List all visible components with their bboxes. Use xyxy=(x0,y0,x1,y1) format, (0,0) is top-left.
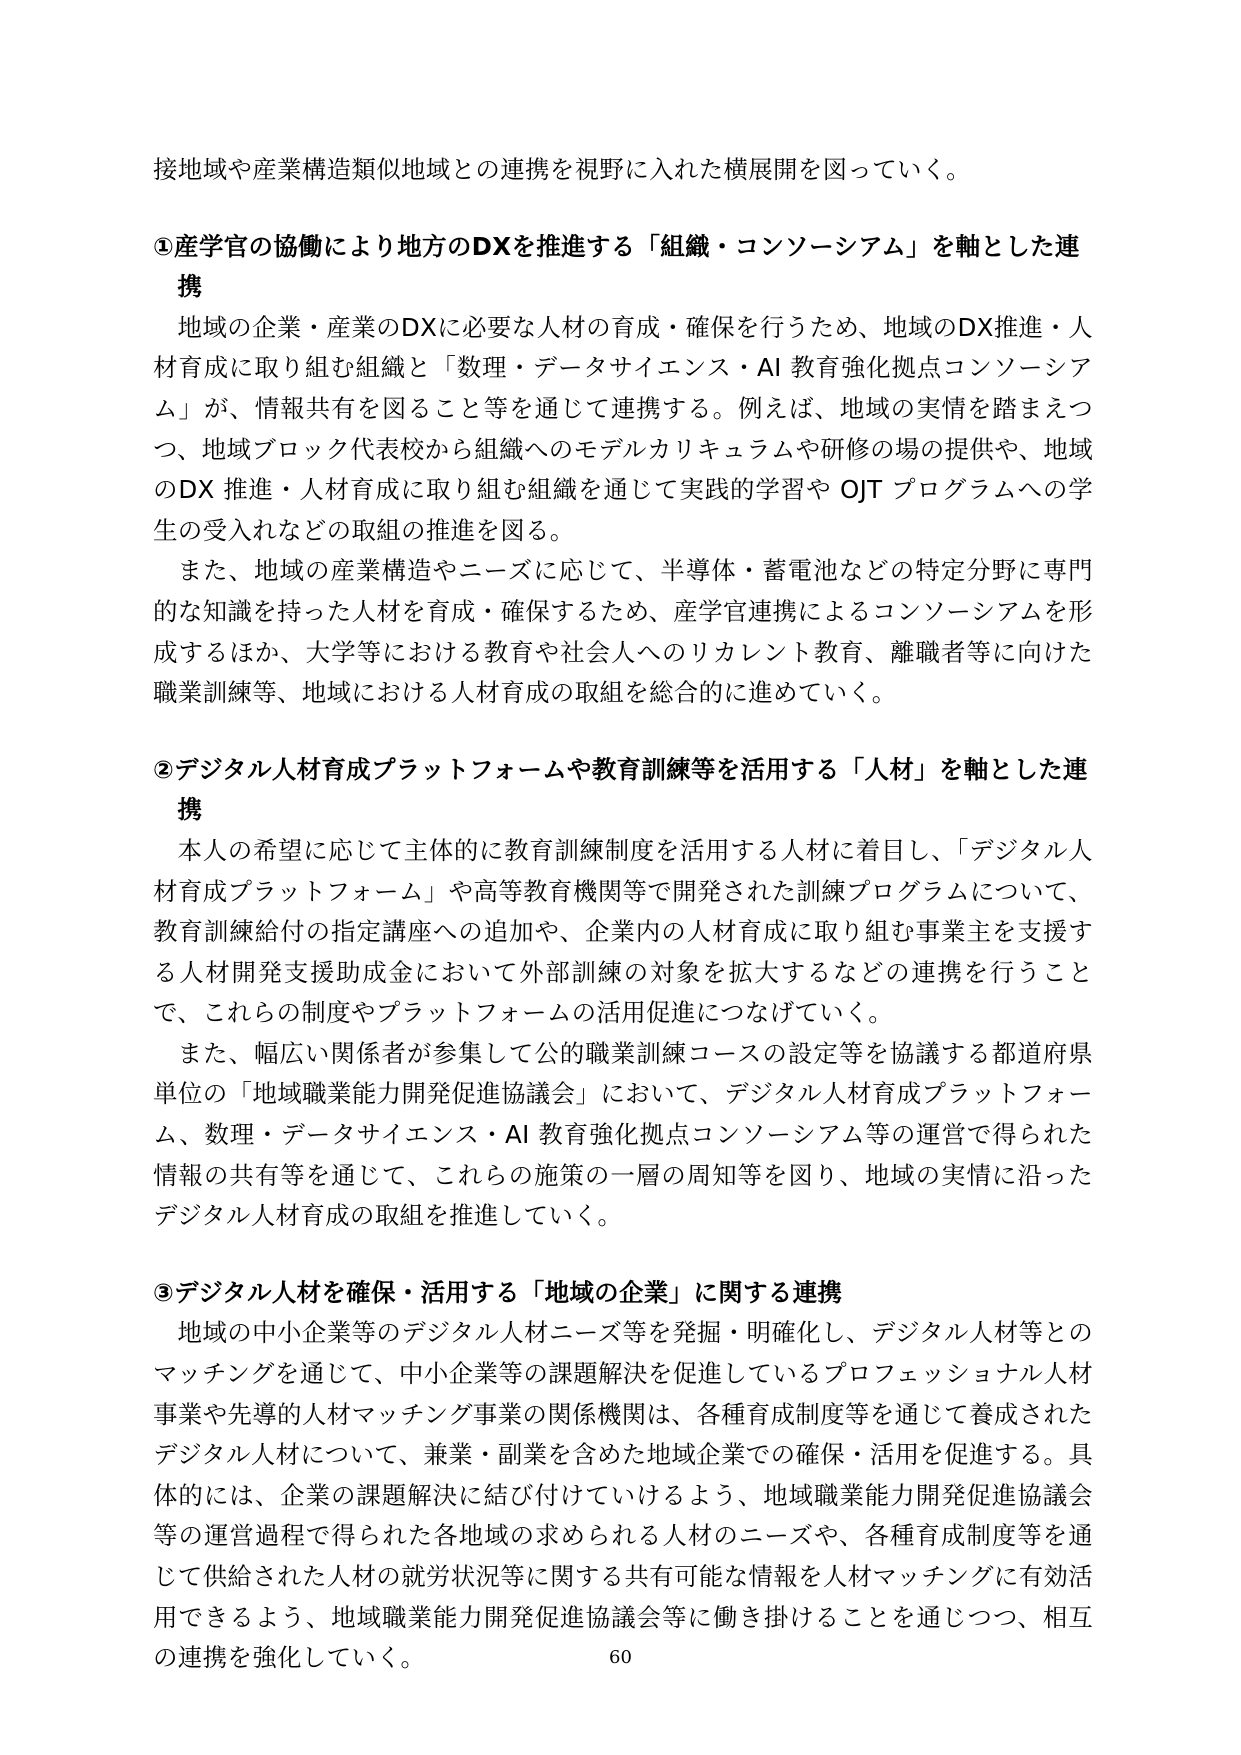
page-number: 60 xyxy=(609,1647,632,1668)
section-heading: ②デジタル人材育成プラットフォームや教育訓練等を活用する「人材」を軸とした連携 xyxy=(153,754,1088,825)
section-heading: ①産学官の協働により地方のDXを推進する「組織・コンソーシアム」を軸とした連携 xyxy=(153,231,1080,302)
section-regional-companies xyxy=(153,1273,1093,1679)
section-paragraph: 地域の中小企業等のデジタル人材ニーズ等を発掘・明確化し、デジタル人材等とのマッチングを通じて、中小企業等の課題解決を促進しているプロフェッショナル人材事業や先導的人材マッチング事業の関係機関は、各種育成制度等を通じて養成されたデジタル人材について、兼業・副業を含めた地域企業での確保・活用を促進する。具体的には、企業の課題解決に結び付けていけるよう、地域職業能力開発促進協議会等の運営過程で得られた各地域の求められる人材のニーズや、各種育成制度等を通じて供給された人材の就労状況等に関する共有可能な情報を人材マッチングに有効活用できるよう、地域職業能力開発促進協議会等に働き掛けることを通じつつ、相互の連携を強化していく。 xyxy=(153,1318,1093,1673)
section-heading: ③デジタル人材を確保・活用する「地域の企業」に関する連携 xyxy=(153,1277,843,1307)
section-paragraph: また、幅広い関係者が参集して公的職業訓練コースの設定等を協議する都道府県単位の「地域職業能力開発促進協議会」において、デジタル人材育成プラットフォーム、数理・データサイエンス・AI 教育強化拠点コンソーシアム等の運営で得られた情報の共有等を通じて、これらの施策の一層の周知等を図り、地域の実情に沿ったデジタル人材育成の取組を推進していく。 xyxy=(153,1038,1093,1231)
section-paragraph: また、地域の産業構造やニーズに応じて、半導体・蓄電池などの特定分野に専門的な知識を持った人材を育成・確保するため、産学官連携によるコンソーシアムを形成するほか、大学等における教育や社会人へのリカレント教育、離職者等に向けた職業訓練等、地域における人材育成の取組を総合的に進めていく。 xyxy=(153,556,1093,708)
section-gap xyxy=(153,191,1093,227)
section-human-resources xyxy=(153,750,1093,1237)
section-gap xyxy=(153,714,1093,750)
section-organization-consortium xyxy=(153,227,1093,714)
section-paragraph: 地域の企業・産業のDXに必要な人材の育成・確保を行うため、地域のDX推進・人材育成に取り組む組織と「数理・データサイエンス・AI 教育強化拠点コンソーシアム」が、情報共有を図ること等を通じて連携する。例えば、地域の実情を踏まえつつ、地域ブロック代表校から組織へのモデルカリキュラムや研修の場の提供や、地域のDX 推進・人材育成に取り組む組織を通じて実践的学習や OJT プログラムへの学生の受入れなどの取組の推進を図る。 xyxy=(153,312,1093,545)
intro-paragraph: 接地域や産業構造類似地域との連携を視野に入れた横展開を図っていく。 xyxy=(153,155,971,184)
section-paragraph: 本人の希望に応じて主体的に教育訓練制度を活用する人材に着目し、「デジタル人材育成プラットフォーム」や高等教育機関等で開発された訓練プログラムについて、教育訓練給付の指定講座への追加や、企業内の人材育成に取り組む事業主を支援する人材開発支援助成金において外部訓練の対象を拡大するなどの連携を行うことで、これらの制度やプラットフォームの活用促進につなげていく。 xyxy=(153,835,1093,1028)
document-body xyxy=(153,150,1093,1679)
section-gap xyxy=(153,1237,1093,1273)
